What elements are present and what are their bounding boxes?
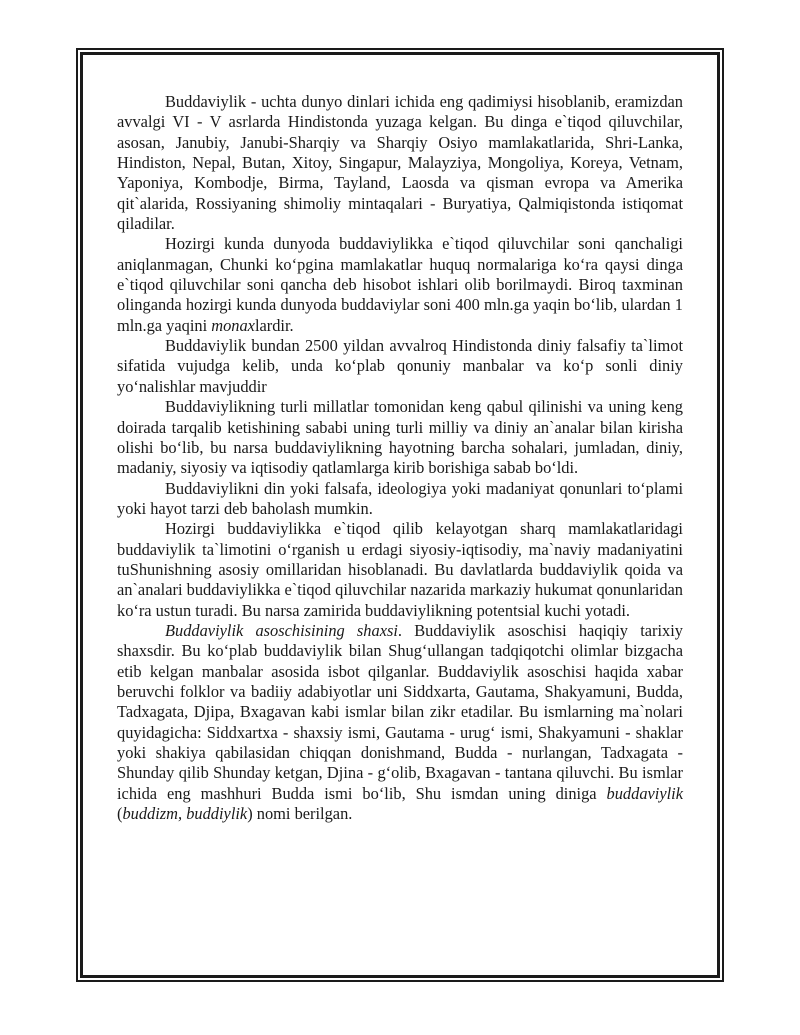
paragraph-3-text: Buddaviylik bundan 2500 yildan avvalroq Hindistonda diniy falsafiy ta`limot sifatida vujudga kelib, unda ko‘plab qonuniy manbalar va ko‘p sonli diniy yo‘nalishlar mavjuddir	[117, 336, 683, 396]
document-body	[117, 92, 683, 824]
paragraph-6	[117, 519, 683, 621]
paragraph-1-text: Buddaviylik - uchta dunyo dinlari ichida eng qadimiysi hisoblanib, eramizdan avvalgi VI - V asrlarda Hindistonda yuzaga kelgan. Bu dinga e`tiqod qiluvchilar, asosan, Janubiy, Janubi-Sharqiy va Sharqiy Osiyo mamlakatlarida, Shri-Lanka, Hindiston, Nepal, Butan, Xitoy, Singapur, Malayziya, Mongoliya, Koreya, Vetnam, Yaponiya, Kombodje, Birma, Tayland, Laosda va qisman evropa va Amerika qit`alarida, Rossiyaning shimoliy mintaqalari - Buryatiya, Qalmiqistonda istiqomat qiladilar.	[117, 92, 683, 234]
paragraph-5-text: Buddaviylikni din yoki falsafa, ideologiya yoki madaniyat qonunlari to‘plami yoki hayot tarzi deb baholash mumkin.	[117, 478, 683, 518]
paren-close: )	[247, 804, 253, 824]
paragraph-7-end: nomi berilgan.	[252, 804, 353, 824]
paren-open: (	[117, 804, 123, 824]
paragraph-7	[117, 621, 683, 824]
paragraph-5	[117, 479, 683, 520]
paragraph-2-end: lardir.	[254, 315, 294, 335]
term-monax: monax	[211, 315, 255, 335]
paragraph-2	[117, 234, 683, 336]
term-buddizm: buddizm, buddiylik	[122, 804, 248, 824]
paragraph-7-text: . Buddaviylik asoschisi haqiqiy tarixiy shaxsdir. Bu ko‘plab buddaviylik bilan Shug‘ullangan tadqiqotchi olimlar bizgacha etib kelgan manbalar asosida isbot qilganlar. Buddaviylik asoschisi haqida xabar beruvchi folklor va badiiy adabiyotlar uni Siddxarta, Gautama, Shakyamuni, Budda, Tadxagata, Djipa, Bxagavan kabi ismlar bilan zikr etadilar. Bu ismlarning ma`nolari quyidagicha: Siddxartxa - shaxsiy ismi, Gautama - urug‘ ismi, Shakyamuni - shaklar yoki shakiya qabilasidan chiqqan donishmand, Budda - nurlangan, Tadxagata - Shunday qilib Shunday ketgan, Djina - g‘olib, Bxagavan - tantana qiluvchi. Bu ismlar ichida eng mashhuri Budda ismi bo‘lib, Shu ismdan uning diniga	[117, 620, 683, 803]
paragraph-4-text: Buddaviylikning turli millatlar tomonidan keng qabul qilinishi va uning keng doirada tarqalib ketishining sababi uning turli milliy va diniy an`analar bilan kirisha olishi bo‘lib, bu narsa buddaviylikning hayotning barcha sohalari, jumladan, diniy, madaniy, siyosiy va iqtisodiy qatlamlarga kirib borishiga sabab bo‘ldi.	[117, 397, 683, 478]
paragraph-1	[117, 92, 683, 234]
paragraph-2-text: Hozirgi kunda dunyoda buddaviylikka e`tiqod qiluvchilar soni qanchaligi aniqlanmagan, Chunki ko‘pgina mamlakatlar huquq normalariga ko‘ra qaysi dinga e`tiqod qiluvchilar soni qancha deb hisobot ishlari olib borilmaydi. Biroq taxminan olinganda hozirgi kunda dunyoda buddaviylar soni 400 mln.ga yaqin bo‘lib, ulardan 1 mln.ga yaqini	[117, 234, 683, 335]
section-heading-founder: Buddaviylik asoschisining shaxsi	[165, 620, 398, 640]
paragraph-6-text: Hozirgi buddaviylikka e`tiqod qilib kelayotgan sharq mamlakatlaridagi buddaviylik ta`limotini o‘rganish u erdagi siyosiy-iqtisodiy, ma`naviy madaniyatini tuShunishning asosiy omillaridan hisoblanadi. Bu davlatlarda buddaviylik qoida va an`analari buddaviylikka e`tiqod qiluvchilar nazarida markaziy hukumat qonunlaridan ko‘ra ustun turadi. Bu narsa zamirida buddaviylikning potentsial kuchi yotadi.	[117, 519, 683, 620]
paragraph-3	[117, 336, 683, 397]
paragraph-4	[117, 397, 683, 478]
term-buddaviylik: buddaviylik	[606, 783, 683, 803]
